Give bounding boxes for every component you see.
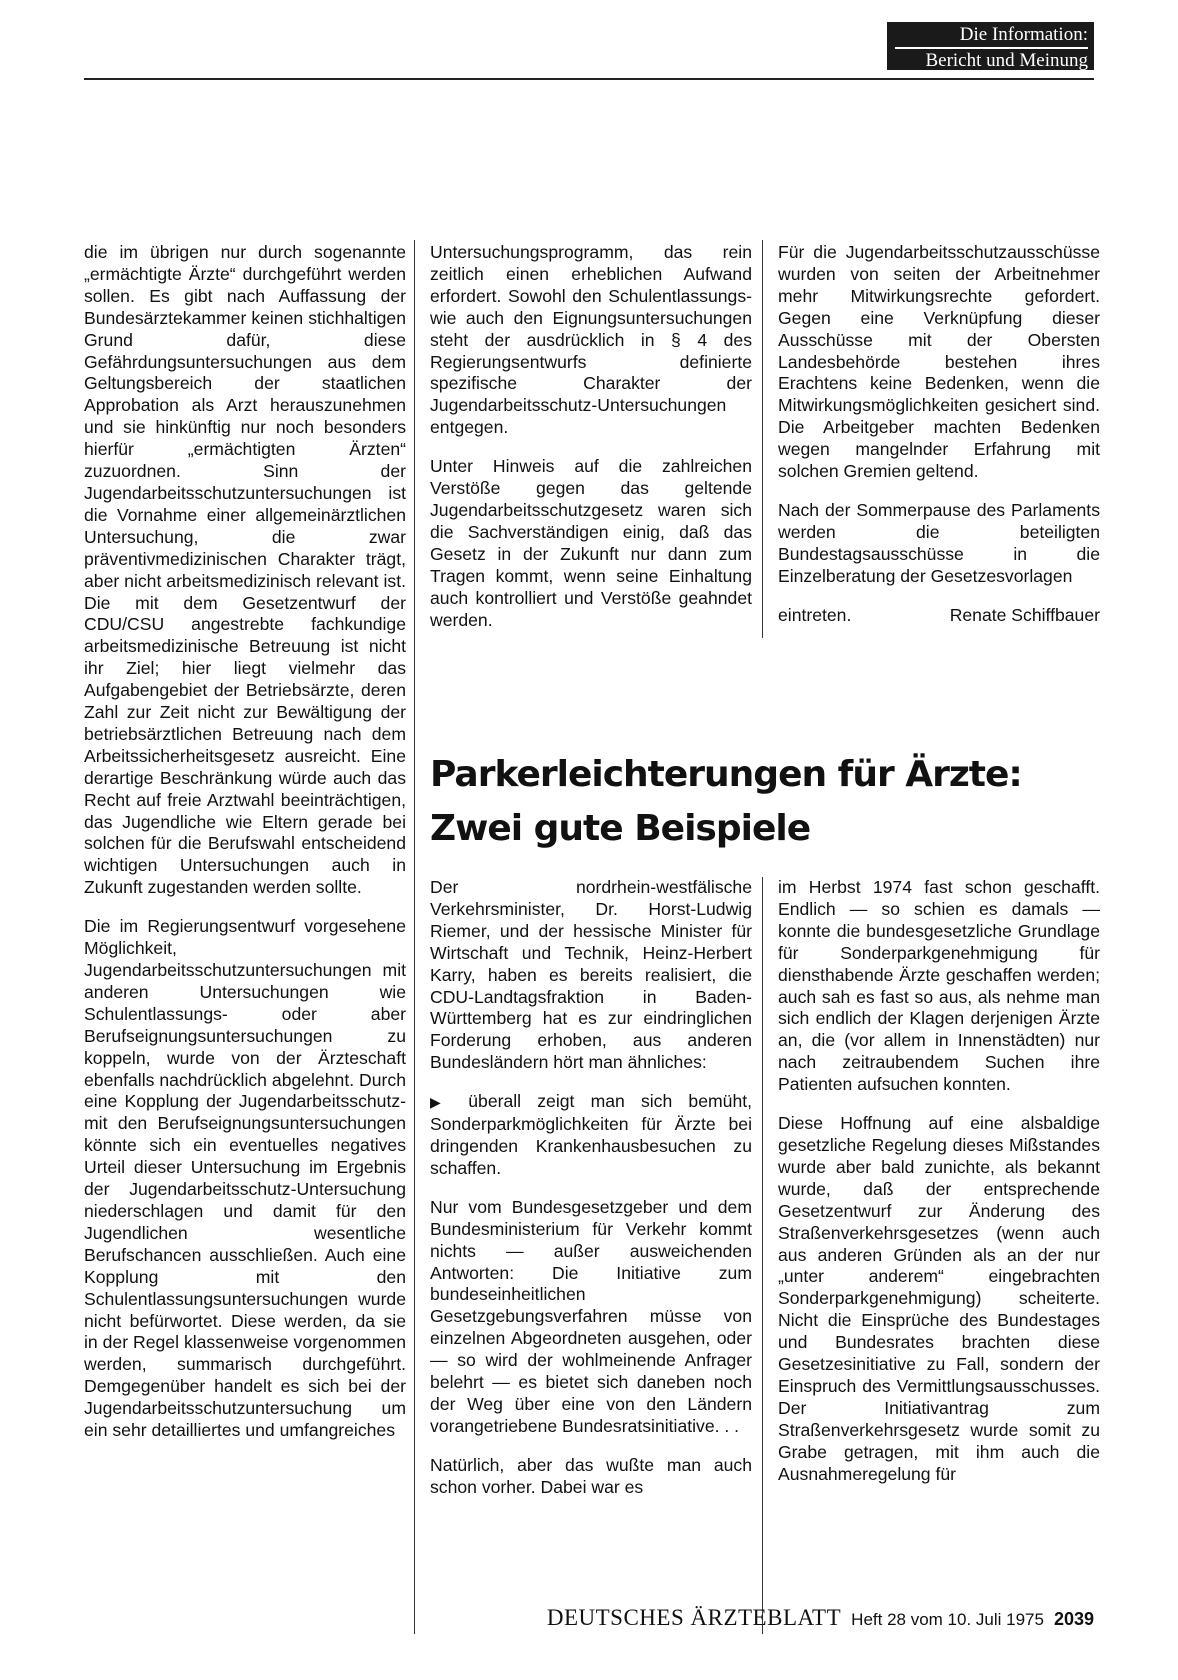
paragraph: Natürlich, aber das wußte man auch schon vorher. Dabei war es	[430, 1454, 752, 1497]
section-label-line2: Bericht und Meinung	[925, 50, 1088, 71]
bullet-arrow-icon: ▶	[430, 1094, 453, 1111]
header-rule	[84, 78, 1094, 80]
article1-column-2	[430, 242, 752, 631]
paragraph: Nur vom Bundesgesetzgeber und dem Bundesministerium für Verkehr kommt nichts — außer ausweichenden Antworten: Die Initiative zum bundeseinheitlichen Gesetzgebungsverfahren müsse von einzelnen Abgeordneten ausgehen, oder — so wird der wohlmeinende Anfrager belehrt — es bietet sich daneben noch der Weg über eine von den Ländern vorangetriebene Bundesratsinitiative. . .	[430, 1196, 752, 1436]
article1-column-3	[778, 242, 1100, 627]
article1-column-1	[84, 242, 406, 1442]
paragraph: Unter Hinweis auf die zahlreichen Verstöße gegen das geltende Jugendarbeitsschutzgesetz waren sich die Sachverständigen einig, daß das Gesetz in der Zukunft nur dann zum Tragen kommt, wenn seine Einhaltung auch kontrolliert und Verstöße geahndet werden.	[430, 456, 752, 630]
last-line-text: eintreten.	[778, 604, 852, 625]
paragraph: Für die Jugendarbeitsschutzausschüsse wurden von seiten der Arbeitnehmer mehr Mitwirkungsrechte gefordert. Gegen eine Verknüpfung dieser Ausschüsse mit der Obersten Landesbehörde bestehen ihres Erachtens keine Bedenken, wenn die Mitwirkungsmöglichkeiten gesichert sind. Die Arbeitgeber machten Bedenken wegen mangelnder Erfahrung mit solchen Gremien geltend.	[778, 242, 1100, 482]
column-divider	[762, 877, 763, 1634]
author-name: Renate Schiffbauer	[949, 604, 1100, 625]
column-divider	[762, 240, 763, 638]
section-label-line1: Die Information:	[959, 24, 1088, 45]
paragraph: die im übrigen nur durch sogenannte „ermächtigte Ärzte“ durchgeführt werden sollen. Es gibt nach Auffassung der Bundesärztekammer keinen stichhaltigen Grund dafür, diese Gefährdungsuntersuchungen aus dem Geltungsbereich der staatlichen Approbation als Arzt herauszunehmen und sie hinkünftig nur noch besonders hierfür „ermächtigten Ärzten“ zuzuordnen. Sinn der Jugendarbeitsschutzuntersuchungen ist die Vornahme einer allgemeinärztlichen Untersuchung, die zwar präventivmedizinischen Charakter trägt, aber nicht arbeitsmedizinisch relevant ist. Die mit dem Gesetzentwurf der CDU/CSU angestrebte fachkundige arbeitsmedizinische Betreuung ist nicht ihr Ziel; hier liegt vielmehr das Aufgabengebiet der Betriebsärzte, deren Zahl zur Zeit nicht zur Bewältigung der betriebsärztlichen Betreuung nach dem Arbeitssicherheitsgesetz ausreicht. Eine derartige Beschränkung würde auch das Recht auf freie Arztwahl beeinträchtigen, das Jugendliche wie Eltern gerade bei solchen für die Berufswahl entscheidend wichtigen Untersuchungen auch in Zukunft zugestanden werden sollte.	[84, 242, 406, 898]
paragraph: Untersuchungsprogramm, das rein zeitlich einen erheblichen Aufwand erfordert. Sowohl den Schulentlassungs- wie auch den Eignungsuntersuchungen steht der ausdrücklich in § 4 des Regierungsentwurfs definierte spezifische Charakter der Jugendarbeitsschutz-Untersuchungen entgegen.	[430, 242, 752, 438]
issue-info: Heft 28 vom 10. Juli 1975	[851, 1610, 1044, 1629]
signature-line	[778, 605, 1100, 627]
headline-line2: Zwei gute Beispiele	[430, 808, 811, 849]
paragraph	[430, 1091, 752, 1180]
section-badge-divider	[895, 47, 1088, 49]
article2-column-2	[430, 877, 752, 1499]
article2-column-3	[778, 877, 1100, 1485]
headline-line1: Parkerleichterungen für Ärzte:	[430, 754, 1022, 795]
journal-name: DEUTSCHES ÄRZTEBLATT	[546, 1605, 842, 1630]
page-footer	[468, 1605, 1094, 1633]
article2-headline	[430, 748, 1070, 856]
paragraph-text: überall zeigt man sich bemüht, Sonderparkmöglichkeiten für Ärzte bei dringenden Krankenhausbesuchen zu schaffen.	[430, 1091, 753, 1178]
paragraph: Der nordrhein-westfälische Verkehrsminister, Dr. Horst-Ludwig Riemer, und der hessische Minister für Wirtschaft und Technik, Heinz-Herbert Karry, haben es bereits realisiert, die CDU-Landtagsfraktion in Baden-Württemberg hat es zur eindringlichen Forderung erhoben, aus anderen Bundesländern hört man ähnliches:	[430, 877, 752, 1073]
paragraph: Diese Hoffnung auf eine alsbaldige gesetzliche Regelung dieses Mißstandes wurde aber bald zunichte, als bekannt wurde, daß der entsprechende Gesetzentwurf zur Änderung des Straßenverkehrsgesetzes (wenn auch aus anderen Gründen als an der nur „unter anderem“ eingebrachten Sonderparkgenehmigung) scheiterte. Nicht die Einsprüche des Bundestages und Bundesrates brachten diese Gesetzesinitiative zu Fall, sondern der Einspruch des Vermittlungsausschusses. Der Initiativantrag zum Straßenverkehrsgesetz wurde somit zu Grabe getragen, mit ihm auch die Ausnahmeregelung für	[778, 1113, 1100, 1484]
section-badge	[887, 22, 1094, 70]
column-divider	[414, 240, 415, 1634]
paragraph	[778, 500, 1100, 588]
paragraph: Die im Regierungsentwurf vorgesehene Möglichkeit, Jugendarbeitsschutzuntersuchungen mit anderen Untersuchungen wie Schulentlassungs- oder aber Berufseignungsuntersuchungen zu koppeln, wurde von der Ärzteschaft ebenfalls nachdrücklich abgelehnt. Durch eine Kopplung der Jugendarbeitsschutz- mit den Berufseignungsuntersuchungen könnte sich ein eventuelles negatives Urteil dieser Untersuchung im Ergebnis der Jugendarbeitsschutz-Untersuchung niederschlagen und damit für den Jugendlichen wesentliche Berufschancen ausschließen. Auch eine Kopplung mit den Schulentlassungsuntersuchungen wurde nicht befürwortet. Diese werden, da sie in der Regel klassenweise vorgenommen werden, summarisch durchgeführt. Demgegenüber handelt es sich bei der Jugendarbeitsschutzuntersuchung um ein sehr detailliertes und umfangreiches	[84, 916, 406, 1441]
paragraph: im Herbst 1974 fast schon geschafft. Endlich — so schien es damals — konnte die bundesgesetzliche Grundlage für Sonderparkgenehmigung für diensthabende Ärzte geschaffen werden; auch sah es fast so aus, als nehme man sich endlich der Klagen derjenigen Ärzte an, die (vor allem in Innenstädten) nur nach zeitraubendem Suchen ihre Patienten aufsuchen konnten.	[778, 877, 1100, 1095]
page-number: 2039	[1053, 1609, 1094, 1629]
paragraph-text: Nach der Sommerpause des Parlaments werden die beteiligten Bundestagsausschüsse in die Einzelberatung der Gesetzesvorlagen	[778, 499, 1100, 586]
